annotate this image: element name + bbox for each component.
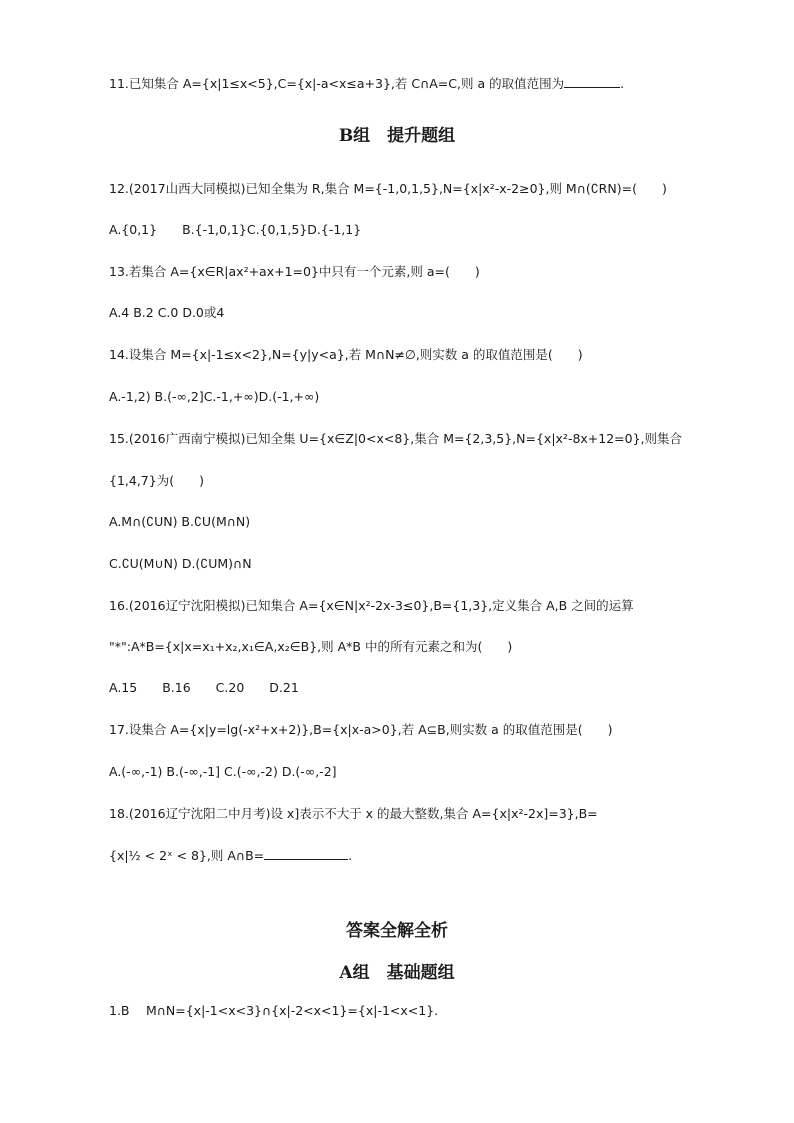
question-17: 17.设集合 A={x|y=lg(-x²+x+2)},B={x|x-a>0},若 A⊆B,则实数 a 的取值范围是( )	[109, 722, 613, 737]
question-16-continued: "*":A*B={x|x=x₁+x₂,x₁∈A,x₂∈B},则 A*B 中的所有元素之和为( )	[109, 639, 513, 654]
section-heading-answers: 答案全解全析	[346, 921, 448, 941]
question-18-end: .	[348, 848, 353, 863]
question-13: 13.若集合 A={x∈R|ax²+ax+1=0}中只有一个元素,则 a=( )	[109, 264, 480, 279]
section-heading-group-a: A组 基础题组	[339, 963, 455, 983]
answer-blank	[564, 75, 620, 88]
question-15-options-1: A.M∩(∁UN) B.∁U(M∩N)	[109, 514, 251, 529]
question-11	[109, 75, 624, 92]
question-15-options-2: C.∁U(M∪N) D.(∁UM)∩N	[109, 556, 252, 571]
question-12: 12.(2017山西大同模拟)已知全集为 R,集合 M={-1,0,1,5},N={x|x²-x-2≥0},则 M∩(∁RN)=( )	[109, 181, 667, 196]
question-14-options: A.-1,2) B.(-∞,2]C.-1,+∞)D.(-1,+∞)	[109, 389, 320, 404]
question-13-options: A.4 B.2 C.0 D.0或4	[109, 305, 225, 320]
question-18-continued	[109, 847, 352, 864]
question-18: 18.(2016辽宁沈阳二中月考)设 x]表示不大于 x 的最大整数,集合 A={x|x²-2x]=3},B=	[109, 806, 598, 821]
question-14: 14.设集合 M={x|-1≤x<2},N={y|y<a},若 M∩N≠∅,则实数 a 的取值范围是( )	[109, 347, 583, 362]
question-15: 15.(2016广西南宁模拟)已知全集 U={x∈Z|0<x<8},集合 M={2,3,5},N={x|x²-8x+12=0},则集合	[109, 431, 683, 446]
question-11-end: .	[620, 76, 625, 91]
answer-blank	[264, 847, 348, 860]
answer-1: 1.B M∩N={x|-1<x<3}∩{x|-2<x<1}={x|-1<x<1}.	[109, 1003, 439, 1018]
section-heading-group-b: B组 提升题组	[338, 126, 456, 146]
question-12-options: A.{0,1} B.{-1,0,1}C.{0,1,5}D.{-1,1}	[109, 222, 362, 237]
question-17-options: A.(-∞,-1) B.(-∞,-1] C.(-∞,-2) D.(-∞,-2]	[109, 764, 337, 779]
question-16-options: A.15 B.16 C.20 D.21	[109, 680, 299, 695]
question-18-text: {x|½ < 2ˣ < 8},则 A∩B=	[109, 848, 265, 863]
question-11-text: 11.已知集合 A={x|1≤x<5},C={x|-a<x≤a+3},若 C∩A=C,则 a 的取值范围为	[109, 76, 565, 91]
question-15-continued: {1,4,7}为( )	[109, 473, 204, 488]
question-16: 16.(2016辽宁沈阳模拟)已知集合 A={x∈N|x²-2x-3≤0},B={1,3},定义集合 A,B 之间的运算	[109, 598, 634, 613]
